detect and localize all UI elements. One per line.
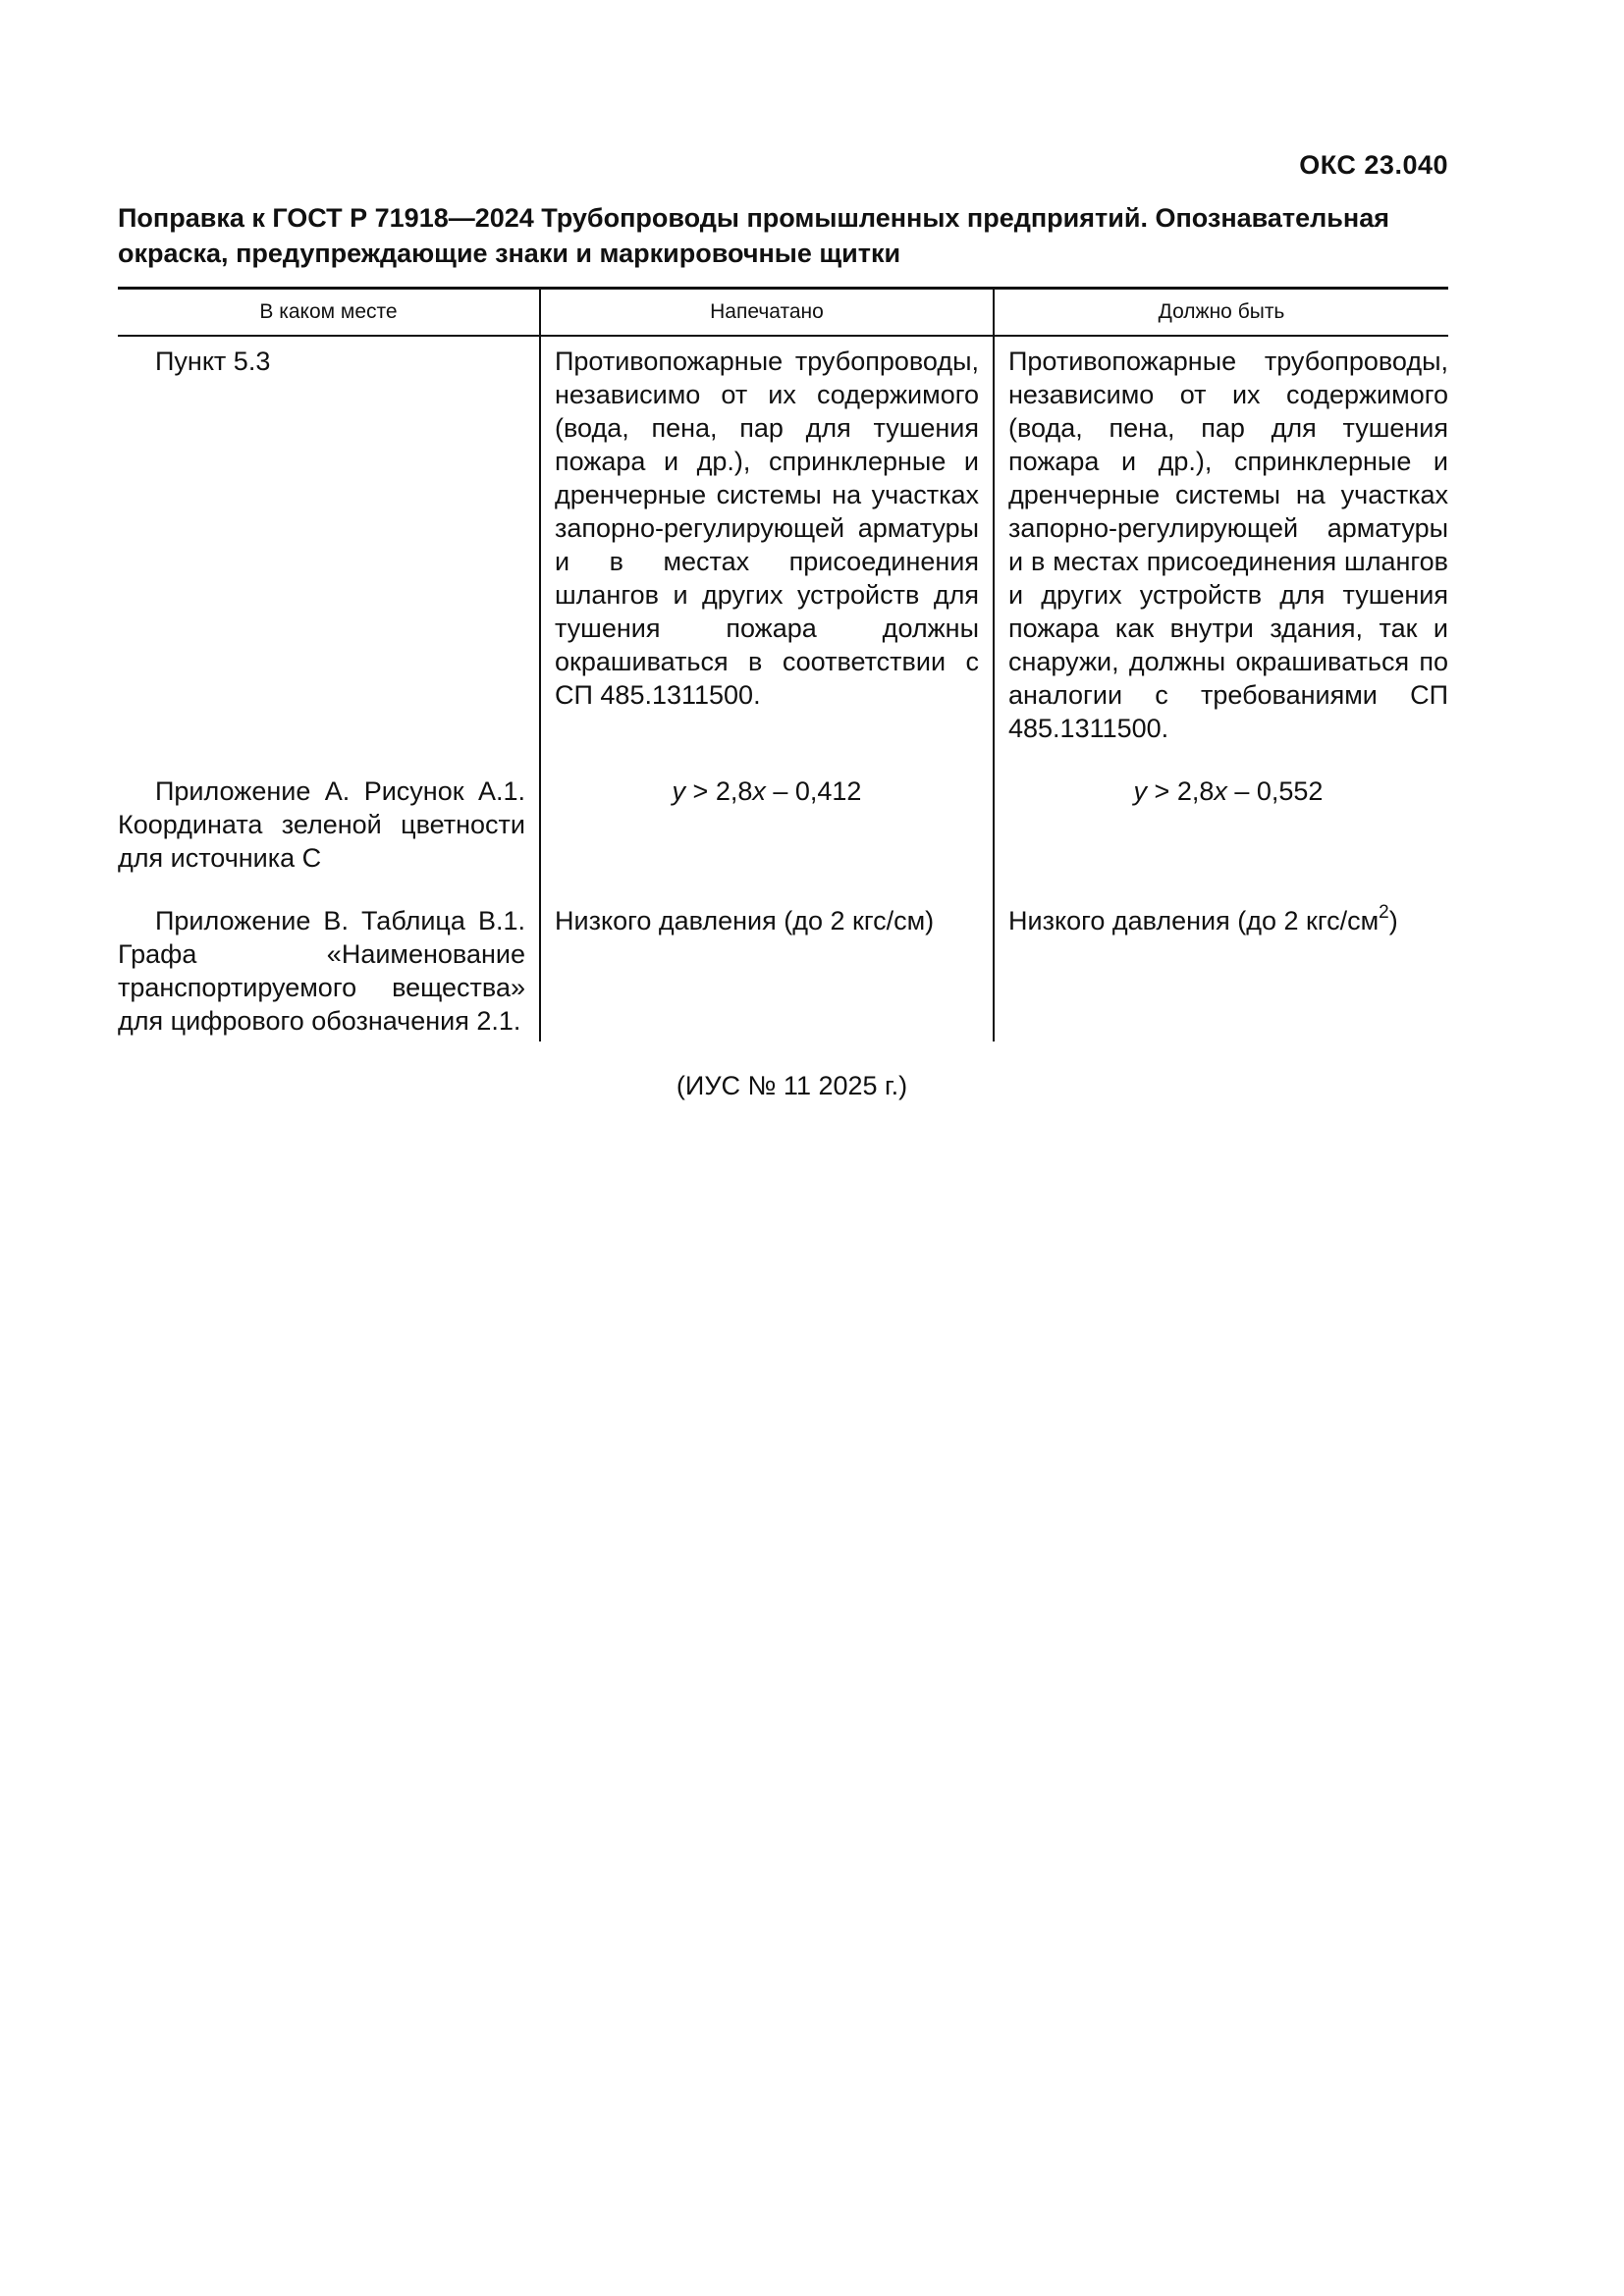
cell-correct [994, 896, 1448, 1041]
cell-correct: Противопожарные трубопроводы, независимо от их содержимого (вода, пена, пар для тушения пожара и др.), спринклерные и дренчерные системы на участках запорно-регулирующей арматуры и в местах присоединения шлангов и других устройств для тушения пожара как внутри здания, так и снаружи, должны окрашиваться по аналогии с требованиями СП 485.1311500. [994, 336, 1448, 767]
cell-place: Пункт 5.3 [155, 347, 271, 376]
unit-close: ) [1388, 906, 1398, 935]
cell-printed: Противопожарные трубопроводы, независимо от их содержимого (вода, пена, пар для тушения пожара и др.), спринклерные и дренчерные системы на участках запорно-регулирующей арматуры и в местах присоединения шлангов и других устройств для тушения пожара должны окрашиваться в соответствии с СП 485.1311500. [540, 336, 994, 767]
ius-reference: (ИУС № 11 2025 г.) [676, 1071, 908, 1100]
document-title: Поправка к ГОСТ Р 71918—2024 Трубопроводы промышленных предприятий. Опознавательная окраска, предупреждающие знаки и маркировочные щитки [118, 203, 1389, 268]
table-row [118, 767, 1448, 896]
cell-printed: Низкого давления (до 2 кгс/см) [540, 896, 994, 1041]
formula-var-y: y [672, 776, 686, 806]
column-header-place: В каком месте [118, 289, 540, 337]
formula-part: – 0,412 [765, 776, 862, 806]
cell-place: Приложение А. Рисунок А.1. Координата зеленой цветности для источника С [118, 776, 525, 873]
formula-part: – 0,552 [1226, 776, 1324, 806]
unit-superscript: 2 [1379, 902, 1389, 923]
cell-printed-formula [540, 767, 994, 896]
document-page [118, 147, 1448, 1102]
formula-var-x: x [1214, 776, 1227, 806]
amendment-table [118, 287, 1448, 1041]
column-header-printed: Напечатано [540, 289, 994, 337]
formula-part: > 2,8 [1147, 776, 1215, 806]
table-row [118, 896, 1448, 1041]
table-header-row [118, 289, 1448, 337]
column-header-correct: Должно быть [994, 289, 1448, 337]
cell-place: Приложение В. Таблица В.1. Графа «Наименование транспортируемого вещества» для цифрового обозначения 2.1. [118, 906, 525, 1036]
formula-part: > 2,8 [685, 776, 753, 806]
cell-correct-formula [994, 767, 1448, 896]
formula-var-y: y [1133, 776, 1148, 806]
unit-text: Низкого давления (до 2 кгс/см [1008, 906, 1380, 935]
table-row [118, 336, 1448, 767]
oks-code: ОКС 23.040 [1299, 150, 1448, 180]
formula-var-x: x [752, 776, 766, 806]
